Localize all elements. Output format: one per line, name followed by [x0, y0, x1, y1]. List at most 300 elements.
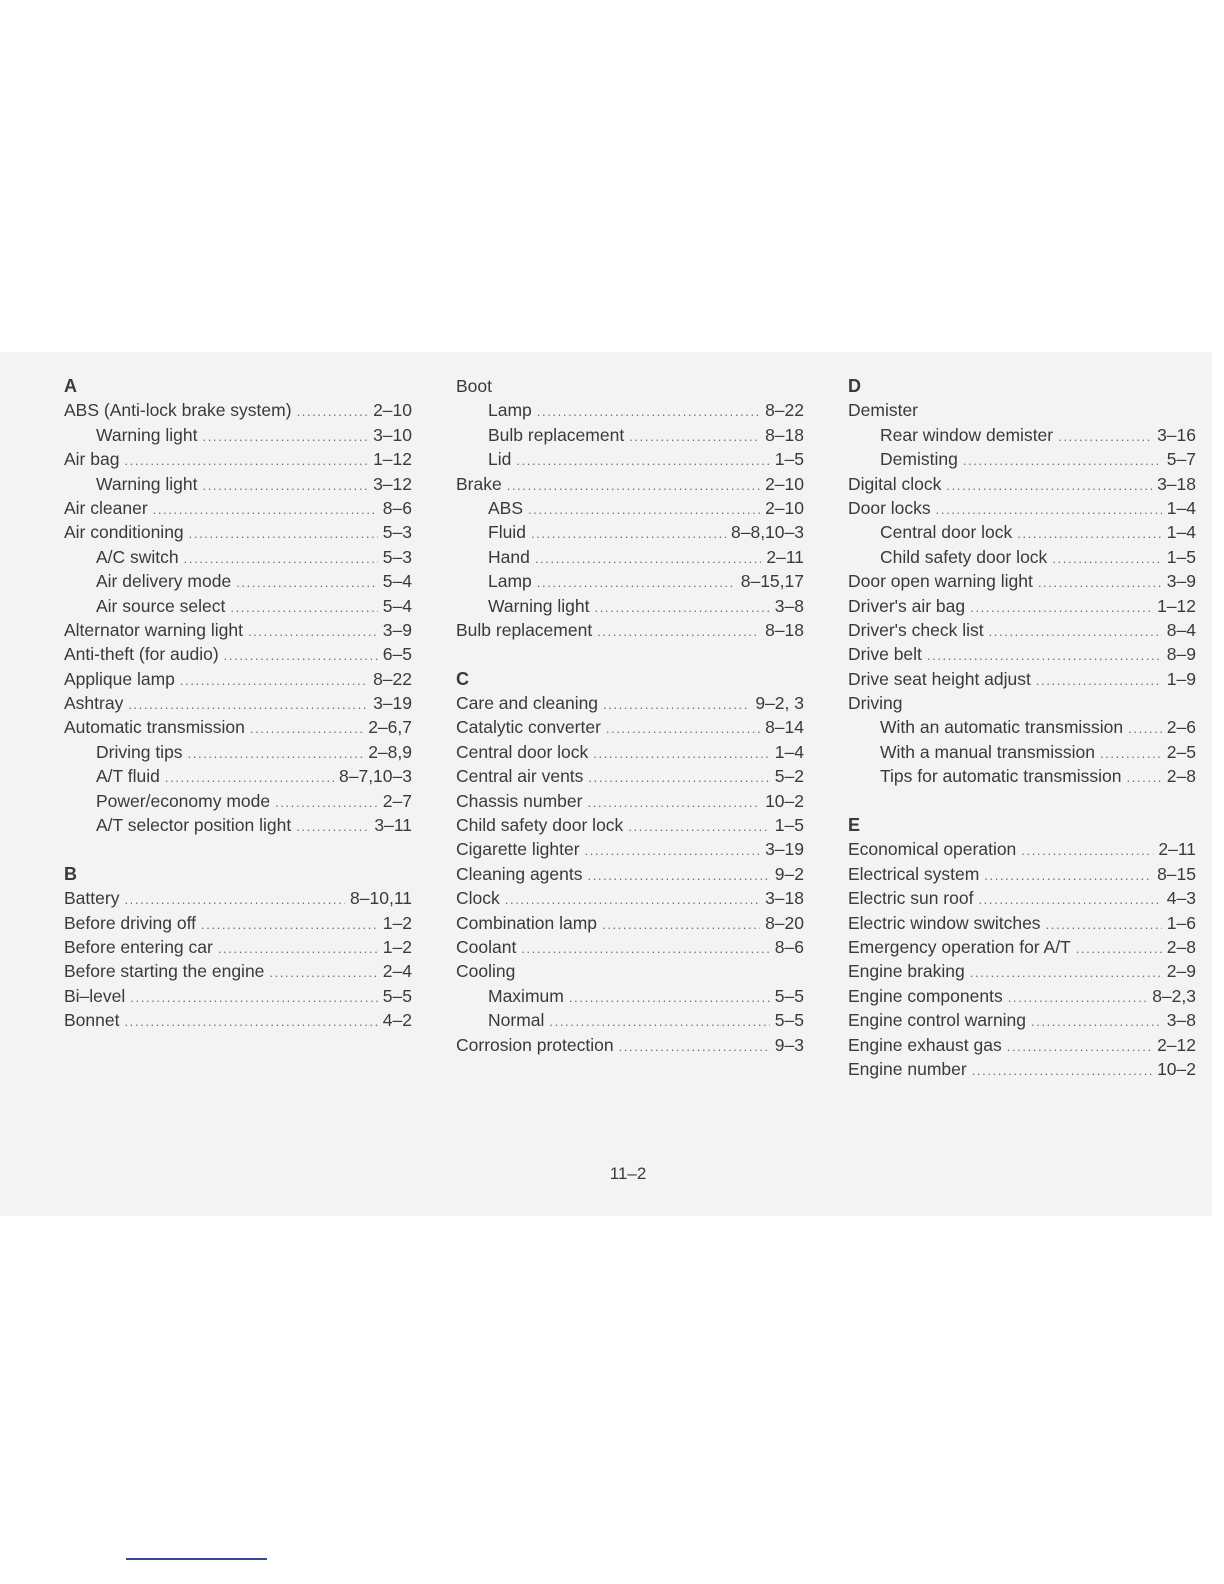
- entry-page: 2–7: [382, 790, 412, 811]
- entry-page: 9–2, 3: [755, 693, 804, 714]
- dot-leader: [230, 596, 377, 620]
- entry-label: A/T selector position light: [96, 815, 292, 836]
- dot-leader: [1058, 425, 1152, 449]
- index-subentry: [848, 520, 1196, 544]
- dot-leader: [248, 620, 378, 644]
- entry-label: Engine control warning: [848, 1010, 1027, 1031]
- entry-page: 2–4: [382, 961, 412, 982]
- entry-page: 4–2: [382, 1010, 412, 1031]
- dot-leader: [201, 913, 378, 937]
- index-entry: [848, 398, 1196, 422]
- dot-leader: [1046, 913, 1162, 937]
- index-subentry: [64, 813, 412, 837]
- dot-leader: [275, 791, 378, 815]
- entry-label: Anti-theft (for audio): [64, 644, 219, 665]
- dot-leader: [165, 766, 334, 790]
- index-entry: [456, 862, 804, 886]
- dot-leader: [184, 547, 378, 571]
- entry-page: 1–9: [1166, 668, 1196, 689]
- entry-page: 2–10: [765, 497, 804, 518]
- dot-leader: [537, 400, 760, 424]
- dot-leader: [189, 522, 378, 546]
- index-entry: [848, 691, 1196, 715]
- entry-label: Air conditioning: [64, 522, 184, 543]
- index-entry: [64, 886, 412, 910]
- entry-page: 8–6: [774, 936, 804, 957]
- index-entry: [456, 789, 804, 813]
- index-subentry: [456, 496, 804, 520]
- entry-page: 8–22: [765, 400, 804, 421]
- entry-page: 1–5: [774, 815, 804, 836]
- index-entry: [848, 1033, 1196, 1057]
- entry-label: Tips for automatic transmission: [880, 766, 1122, 787]
- section-gap: [64, 837, 412, 861]
- dot-leader: [963, 449, 1162, 473]
- dot-leader: [970, 961, 1162, 985]
- entry-page: 3–12: [373, 473, 412, 494]
- entry-label: Lamp: [488, 571, 532, 592]
- entry-page: 1–4: [1166, 497, 1196, 518]
- index-entry: [456, 618, 804, 642]
- dot-leader: [188, 742, 364, 766]
- entry-label: Cigarette lighter: [456, 839, 580, 860]
- index-subentry: [64, 594, 412, 618]
- entry-page: 5–4: [382, 571, 412, 592]
- entry-label: Alternator warning light: [64, 619, 243, 640]
- dot-leader: [1008, 986, 1148, 1010]
- dot-leader: [587, 864, 769, 888]
- index-subentry: [64, 764, 412, 788]
- index-entry: [64, 496, 412, 520]
- entry-page: 1–12: [373, 449, 412, 470]
- dot-leader: [1021, 839, 1153, 863]
- dot-leader: [1007, 1035, 1152, 1059]
- entry-page: 10–2: [765, 790, 804, 811]
- dot-leader: [521, 937, 769, 961]
- index-entry: [456, 911, 804, 935]
- index-subentry: [64, 569, 412, 593]
- index-entry: [64, 715, 412, 739]
- dot-leader: [531, 522, 726, 546]
- index-column-2: [456, 374, 804, 1057]
- dot-leader: [153, 498, 378, 522]
- index-entry: [848, 935, 1196, 959]
- entry-label: Air delivery mode: [96, 571, 232, 592]
- index-subentry: [64, 789, 412, 813]
- index-entry: [848, 667, 1196, 691]
- dot-leader: [594, 596, 769, 620]
- entry-page: 3–9: [382, 619, 412, 640]
- entry-label: With an automatic transmission: [880, 717, 1124, 738]
- entry-label: Drive seat height adjust: [848, 668, 1031, 689]
- index-entry: [848, 984, 1196, 1008]
- dot-leader: [585, 839, 761, 863]
- entry-label: Driver's air bag: [848, 595, 966, 616]
- dot-leader: [978, 888, 1161, 912]
- entry-label: Child safety door lock: [880, 546, 1048, 567]
- entry-page: 8–15: [1157, 863, 1196, 884]
- entry-label: Door open warning light: [848, 571, 1033, 592]
- dot-leader: [124, 888, 345, 912]
- index-entry: [456, 886, 804, 910]
- entry-page: 8–22: [373, 668, 412, 689]
- entry-page: 1–4: [1166, 522, 1196, 543]
- entry-label: Bulb replacement: [488, 424, 625, 445]
- entry-page: 5–7: [1166, 449, 1196, 470]
- dot-leader: [927, 644, 1162, 668]
- entry-label: Before driving off: [64, 912, 196, 933]
- index-subentry: [456, 520, 804, 544]
- entry-label: A/T fluid: [96, 766, 160, 787]
- dot-leader: [224, 644, 378, 668]
- index-entry: [64, 959, 412, 983]
- dot-leader: [296, 815, 369, 839]
- index-column-3: [848, 374, 1196, 1081]
- entry-page: 8–10,11: [350, 888, 412, 909]
- dot-leader: [549, 1010, 769, 1034]
- dot-leader: [1017, 522, 1162, 546]
- entry-label: Driving tips: [96, 741, 183, 762]
- entry-label: A/C switch: [96, 546, 179, 567]
- entry-label: Economical operation: [848, 839, 1017, 860]
- index-entry: [64, 618, 412, 642]
- index-entry: [456, 959, 804, 983]
- entry-page: 2–10: [373, 400, 412, 421]
- index-subentry: [64, 472, 412, 496]
- entry-label: Normal: [488, 1010, 545, 1031]
- dot-leader: [236, 571, 378, 595]
- entry-label: Bi–level: [64, 985, 126, 1006]
- entry-label: Applique lamp: [64, 668, 175, 689]
- dot-leader: [180, 669, 368, 693]
- section-letter: A: [64, 376, 77, 396]
- page-number: 11–2: [609, 1164, 647, 1183]
- entry-label: Engine braking: [848, 961, 965, 982]
- entry-page: 5–3: [382, 546, 412, 567]
- entry-label: Battery: [64, 888, 120, 909]
- entry-label: Child safety door lock: [456, 815, 624, 836]
- dot-leader: [505, 888, 760, 912]
- index-entry: [64, 667, 412, 691]
- dot-leader: [984, 864, 1152, 888]
- entry-label: Cleaning agents: [456, 863, 583, 884]
- entry-page: 1–6: [1166, 912, 1196, 933]
- index-entry: [456, 715, 804, 739]
- dot-leader: [936, 498, 1162, 522]
- index-subentry: [64, 545, 412, 569]
- entry-page: 3–19: [373, 693, 412, 714]
- entry-page: 3–8: [774, 595, 804, 616]
- entry-label: Engine exhaust gas: [848, 1034, 1002, 1055]
- entry-label: Engine components: [848, 985, 1003, 1006]
- index-entry: [456, 1033, 804, 1057]
- entry-label: Central door lock: [456, 741, 589, 762]
- index-subentry: [848, 447, 1196, 471]
- dot-leader: [619, 1035, 770, 1059]
- entry-label: Engine number: [848, 1058, 967, 1079]
- index-column-1: [64, 374, 412, 1033]
- entry-label: Drive belt: [848, 644, 922, 665]
- entry-page: 1–2: [382, 912, 412, 933]
- section-letter: B: [64, 863, 77, 884]
- index-entry: [848, 496, 1196, 520]
- entry-label: Warning light: [96, 473, 198, 494]
- index-entry: [64, 447, 412, 471]
- entry-label: Automatic transmission: [64, 717, 245, 738]
- index-subentry: [64, 423, 412, 447]
- entry-page: 10–2: [1157, 1058, 1196, 1079]
- index-entry: [456, 691, 804, 715]
- entry-page: 2–8,9: [368, 741, 412, 762]
- dot-leader: [606, 717, 760, 741]
- entry-label: Digital clock: [848, 473, 942, 494]
- entry-label: Bonnet: [64, 1010, 120, 1031]
- entry-label: Driving: [848, 693, 903, 714]
- dot-leader: [602, 913, 760, 937]
- entry-label: Clock: [456, 888, 500, 909]
- dot-leader: [588, 766, 769, 790]
- entry-page: 3–11: [374, 815, 412, 836]
- dot-leader: [124, 449, 368, 473]
- dot-leader: [1036, 669, 1162, 693]
- index-subentry: [848, 545, 1196, 569]
- entry-page: 6–5: [382, 644, 412, 665]
- index-entry: [848, 959, 1196, 983]
- section-letter: C: [456, 668, 469, 689]
- dot-leader: [130, 986, 378, 1010]
- index-entry: [848, 594, 1196, 618]
- entry-label: Lamp: [488, 400, 532, 421]
- entry-page: 2–11: [1158, 839, 1196, 860]
- entry-label: Air bag: [64, 449, 120, 470]
- dot-leader: [537, 571, 736, 595]
- entry-label: Electric sun roof: [848, 888, 974, 909]
- entry-label: Fluid: [488, 522, 526, 543]
- index-entry: [848, 862, 1196, 886]
- index-entry: [848, 911, 1196, 935]
- index-subentry: [456, 545, 804, 569]
- footer-rule: [126, 1558, 267, 1560]
- index-entry: [848, 472, 1196, 496]
- index-entry: [848, 618, 1196, 642]
- entry-label: Rear window demister: [880, 424, 1054, 445]
- entry-page: 5–5: [382, 985, 412, 1006]
- entry-page: 8–20: [765, 912, 804, 933]
- dot-leader: [1052, 547, 1161, 571]
- entry-label: Electrical system: [848, 863, 980, 884]
- dot-leader: [587, 791, 760, 815]
- entry-label: With a manual transmission: [880, 741, 1095, 762]
- entry-page: 3–18: [1157, 473, 1196, 494]
- dot-leader: [250, 717, 363, 741]
- entry-page: 3–16: [1157, 424, 1196, 445]
- dot-leader: [1128, 717, 1162, 741]
- entry-page: 5–2: [774, 766, 804, 787]
- entry-page: 2–8: [1166, 936, 1196, 957]
- entry-label: Corrosion protection: [456, 1034, 614, 1055]
- index-subentry: [456, 447, 804, 471]
- index-entry: [64, 520, 412, 544]
- entry-label: Combination lamp: [456, 912, 598, 933]
- entry-label: Warning light: [96, 424, 198, 445]
- entry-page: 3–18: [765, 888, 804, 909]
- dot-leader: [297, 400, 369, 424]
- entry-page: 5–5: [774, 985, 804, 1006]
- index-entry: [848, 569, 1196, 593]
- entry-page: 1–2: [382, 936, 412, 957]
- entry-page: 3–9: [1166, 571, 1196, 592]
- dot-leader: [124, 1010, 377, 1034]
- index-entry: [848, 1057, 1196, 1081]
- index-entry: [64, 1008, 412, 1032]
- index-subentry: [456, 569, 804, 593]
- entry-page: 1–4: [774, 741, 804, 762]
- entry-page: 4–3: [1166, 888, 1196, 909]
- entry-label: Air cleaner: [64, 497, 148, 518]
- index-entry: [456, 935, 804, 959]
- entry-page: 1–12: [1157, 595, 1196, 616]
- index-subentry: [848, 740, 1196, 764]
- entry-page: 2–6,7: [368, 717, 412, 738]
- dot-leader: [989, 620, 1162, 644]
- dot-leader: [603, 693, 750, 717]
- dot-leader: [202, 425, 368, 449]
- entry-label: Coolant: [456, 936, 517, 957]
- dot-leader: [972, 1059, 1152, 1083]
- dot-leader: [535, 547, 762, 571]
- dot-leader: [1038, 571, 1162, 595]
- entry-page: 1–5: [774, 449, 804, 470]
- entry-label: Before starting the engine: [64, 961, 265, 982]
- index-subentry: [456, 984, 804, 1008]
- entry-page: 8–4: [1166, 619, 1196, 640]
- section-letter: E: [848, 815, 861, 836]
- entry-page: 8–15,17: [740, 571, 804, 592]
- entry-label: Lid: [488, 449, 512, 470]
- entry-page: 5–3: [382, 522, 412, 543]
- index-entry: [848, 886, 1196, 910]
- index-entry: [64, 398, 412, 422]
- entry-label: Hand: [488, 546, 530, 567]
- dot-leader: [1100, 742, 1162, 766]
- dot-leader: [597, 620, 760, 644]
- entry-page: 8–6: [382, 497, 412, 518]
- entry-label: Door locks: [848, 497, 931, 518]
- index-entry: [848, 837, 1196, 861]
- index-subentry: [848, 715, 1196, 739]
- entry-page: 2–8: [1166, 766, 1196, 787]
- entry-page: 3–19: [765, 839, 804, 860]
- index-entry: [456, 813, 804, 837]
- entry-page: 2–6: [1166, 717, 1196, 738]
- index-entry: [456, 472, 804, 496]
- entry-page: 8–2,3: [1152, 985, 1196, 1006]
- index-subentry: [64, 740, 412, 764]
- dot-leader: [269, 961, 377, 985]
- index-entry: [64, 911, 412, 935]
- entry-label: Emergency operation for A/T: [848, 936, 1071, 957]
- index-entry: [64, 935, 412, 959]
- dot-leader: [516, 449, 769, 473]
- entry-label: Central air vents: [456, 766, 584, 787]
- dot-leader: [1076, 937, 1162, 961]
- entry-label: Electric window switches: [848, 912, 1041, 933]
- entry-label: Brake: [456, 473, 502, 494]
- index-subentry: [456, 398, 804, 422]
- dot-leader: [128, 693, 368, 717]
- entry-label: Bulb replacement: [456, 619, 593, 640]
- index-subentry: [848, 764, 1196, 788]
- entry-page: 2–12: [1157, 1034, 1196, 1055]
- entry-label: Catalytic converter: [456, 717, 601, 738]
- entry-page: 8–8,10–3: [731, 522, 804, 543]
- index-entry: [64, 691, 412, 715]
- entry-page: 3–10: [373, 424, 412, 445]
- entry-label: ABS: [488, 497, 524, 518]
- index-subentry: [848, 423, 1196, 447]
- entry-page: 5–5: [774, 1010, 804, 1031]
- index-entry: [456, 764, 804, 788]
- dot-leader: [202, 474, 368, 498]
- dot-leader: [970, 596, 1152, 620]
- entry-page: 2–9: [1166, 961, 1196, 982]
- section-gap: [848, 789, 1196, 813]
- entry-page: 8–18: [765, 619, 804, 640]
- entry-page: 2–11: [766, 546, 804, 567]
- entry-page: 2–10: [765, 473, 804, 494]
- entry-page: 3–8: [1166, 1010, 1196, 1031]
- entry-label: Air source select: [96, 595, 226, 616]
- dot-leader: [1127, 766, 1162, 790]
- entry-label: Boot: [456, 376, 492, 396]
- entry-page: 5–4: [382, 595, 412, 616]
- entry-label: Care and cleaning: [456, 693, 599, 714]
- index-subentry: [456, 1008, 804, 1032]
- section-gap: [456, 642, 804, 666]
- index-entry: [456, 837, 804, 861]
- entry-label: Warning light: [488, 595, 590, 616]
- dot-leader: [507, 474, 760, 498]
- entry-label: Maximum: [488, 985, 564, 1006]
- dot-leader: [569, 986, 770, 1010]
- dot-leader: [528, 498, 760, 522]
- index-entry: [64, 642, 412, 666]
- entry-label: Power/economy mode: [96, 790, 271, 811]
- dot-leader: [593, 742, 770, 766]
- dot-leader: [946, 474, 1152, 498]
- dot-leader: [629, 425, 760, 449]
- entry-page: 8–18: [765, 424, 804, 445]
- index-entry: [848, 642, 1196, 666]
- entry-page: 1–5: [1166, 546, 1196, 567]
- entry-label: Driver's check list: [848, 619, 984, 640]
- index-entry: [848, 1008, 1196, 1032]
- entry-page: 9–3: [774, 1034, 804, 1055]
- entry-label: ABS (Anti-lock brake system): [64, 400, 292, 421]
- entry-label: Ashtray: [64, 693, 124, 714]
- entry-label: Central door lock: [880, 522, 1013, 543]
- index-subentry: [456, 594, 804, 618]
- entry-page: 9–2: [774, 863, 804, 884]
- entry-label: Cooling: [456, 961, 516, 982]
- entry-page: 8–14: [765, 717, 804, 738]
- entry-label: Before entering car: [64, 936, 213, 957]
- entry-label: Demister: [848, 400, 919, 421]
- dot-leader: [218, 937, 378, 961]
- entry-label: Chassis number: [456, 790, 583, 811]
- section-letter: D: [848, 376, 861, 396]
- dot-leader: [628, 815, 769, 839]
